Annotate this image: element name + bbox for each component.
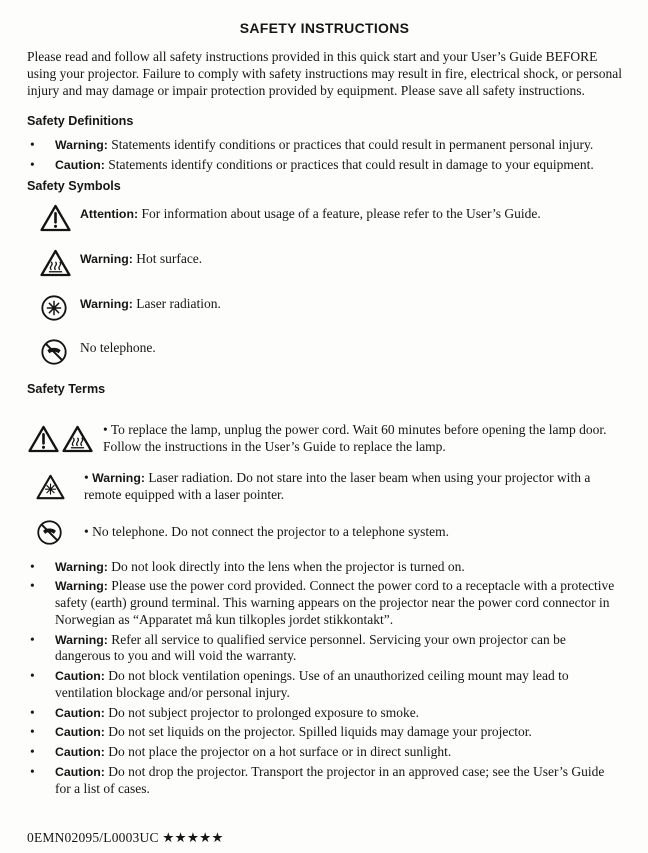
safety-term-row bbox=[27, 470, 622, 503]
term-label: Caution: bbox=[55, 705, 105, 720]
definition-item bbox=[27, 137, 622, 154]
term-label: Warning: bbox=[55, 559, 108, 574]
definition-text bbox=[55, 137, 622, 154]
heading-safety-definitions: Safety Definitions bbox=[27, 113, 134, 128]
laser-radiation-icon bbox=[40, 294, 68, 322]
item-text: Hot surface. bbox=[136, 250, 203, 266]
symbol-row bbox=[27, 203, 622, 237]
hot-surface-icon bbox=[62, 425, 93, 453]
notice-item bbox=[27, 764, 622, 797]
safety-term-text bbox=[103, 422, 622, 455]
hot-surface-icon bbox=[40, 249, 71, 277]
notice-item bbox=[27, 578, 622, 628]
item-text: Laser radiation. bbox=[136, 295, 221, 311]
bullet-marker: • bbox=[30, 137, 35, 153]
item-text: Statements identify conditions or practices that could result in permanent personal injury. bbox=[111, 137, 594, 153]
bullet-marker: • bbox=[30, 156, 35, 172]
page-title: SAFETY INSTRUCTIONS bbox=[239, 20, 410, 36]
item-text: Do not drop the projector. Transport the projector in an approved case; see the User’s Guide for a list of cases. bbox=[55, 763, 605, 796]
bullet-marker: • bbox=[30, 763, 35, 779]
no-telephone-icon bbox=[40, 338, 68, 366]
notice-item bbox=[27, 668, 622, 701]
bullet-marker: • bbox=[30, 558, 35, 574]
symbol-text bbox=[80, 293, 622, 313]
item-text: No telephone. Do not connect the projector to a telephone system. bbox=[92, 523, 450, 539]
item-text: No telephone. bbox=[80, 340, 156, 356]
term-label: Warning: bbox=[55, 138, 108, 153]
attention-triangle-icon bbox=[28, 425, 59, 453]
intro-paragraph: Please read and follow all safety instructions provided in this quick start and your User’s Guide BEFORE using your projector. Failure to comply with safety instructions may result in fire, electrical shock, or personal injury and may damage or impair protection provided by equipment. Please save all safety instructions. bbox=[27, 49, 622, 98]
bullet-marker: • bbox=[84, 523, 89, 539]
heading-safety-terms: Safety Terms bbox=[27, 382, 106, 397]
section-safety-symbols bbox=[27, 179, 622, 372]
term-label: Warning: bbox=[55, 579, 108, 594]
bullet-marker: • bbox=[30, 724, 35, 740]
symbol-row bbox=[27, 248, 622, 282]
section-safety-terms bbox=[27, 382, 622, 546]
notice-item bbox=[27, 705, 622, 722]
item-text: Statements identify conditions or practices that could result in damage to your equipment. bbox=[108, 156, 594, 172]
term-label: Caution: bbox=[55, 764, 105, 779]
term-label: Warning: bbox=[92, 471, 145, 486]
symbol-text bbox=[80, 248, 622, 268]
item-text: Laser radiation. Do not stare into the laser beam when using your projector with a remote equipped with a laser pointer. bbox=[84, 470, 591, 502]
notice-item bbox=[27, 744, 622, 761]
item-text: Do not subject projector to prolonged exposure to smoke. bbox=[108, 704, 420, 720]
no-telephone-icon bbox=[36, 519, 63, 546]
bullet-marker: • bbox=[30, 744, 35, 760]
term-label: Caution: bbox=[55, 669, 105, 684]
item-text: Do not place the projector on a hot surface or in direct sunlight. bbox=[108, 744, 452, 760]
definition-item bbox=[27, 157, 622, 174]
item-text: Do not look directly into the lens when the projector is turned on. bbox=[111, 558, 465, 574]
notice-item bbox=[27, 724, 622, 741]
heading-safety-symbols: Safety Symbols bbox=[27, 178, 121, 193]
symbol-text bbox=[80, 337, 622, 357]
symbol-row bbox=[27, 293, 622, 327]
bullet-marker: • bbox=[30, 631, 35, 647]
safety-term-row bbox=[27, 422, 622, 455]
section-safety-definitions bbox=[27, 114, 622, 174]
item-text: Please use the power cord provided. Connect the power cord to a receptacle with a protective safety (earth) ground terminal. This warning appears on the projector near the power cord connector in Norwegian as “Apparatet må kun tilkoples jordet stikkontakt”. bbox=[55, 578, 615, 627]
item-text: To replace the lamp, unplug the power cord. Wait 60 minutes before opening the lamp door. Follow the instructions in the User’s Guide to replace the lamp. bbox=[103, 421, 607, 454]
term-label: Attention: bbox=[80, 207, 139, 222]
bullet-marker: • bbox=[30, 578, 35, 594]
notices-list bbox=[27, 559, 622, 798]
term-label: Warning: bbox=[55, 632, 108, 647]
definition-text bbox=[55, 157, 622, 174]
item-text: For information about usage of a feature, please refer to the User’s Guide. bbox=[141, 206, 541, 222]
attention-triangle-icon bbox=[40, 204, 71, 232]
footer-part-number: 0EMN02095/L0003UC ★★★★★ bbox=[27, 830, 224, 846]
item-text: Refer all service to qualified service personnel. Servicing your own projector can be dangerous to you and will void the warranty. bbox=[55, 631, 566, 664]
safety-term-text bbox=[84, 470, 622, 503]
notice-item bbox=[27, 559, 622, 576]
term-label: Warning: bbox=[80, 296, 133, 311]
term-label: Caution: bbox=[55, 725, 105, 740]
laser-radiation-icon bbox=[36, 474, 65, 500]
term-label: Caution: bbox=[55, 745, 105, 760]
symbol-text bbox=[80, 203, 622, 223]
bullet-marker: • bbox=[30, 704, 35, 720]
symbol-row bbox=[27, 337, 622, 371]
safety-term-row bbox=[27, 519, 622, 546]
item-text: Do not set liquids on the projector. Spilled liquids may damage your projector. bbox=[108, 724, 532, 740]
item-text: Do not block ventilation openings. Use of an unauthorized ceiling mount may lead to ventilation blockage and/or personal injury. bbox=[55, 668, 569, 700]
bullet-marker: • bbox=[30, 668, 35, 684]
notice-item bbox=[27, 632, 622, 665]
safety-term-text bbox=[84, 524, 622, 541]
term-label: Warning: bbox=[80, 251, 133, 266]
bullet-marker: • bbox=[103, 421, 108, 437]
term-label: Caution: bbox=[55, 157, 105, 172]
bullet-marker: • bbox=[84, 470, 89, 486]
